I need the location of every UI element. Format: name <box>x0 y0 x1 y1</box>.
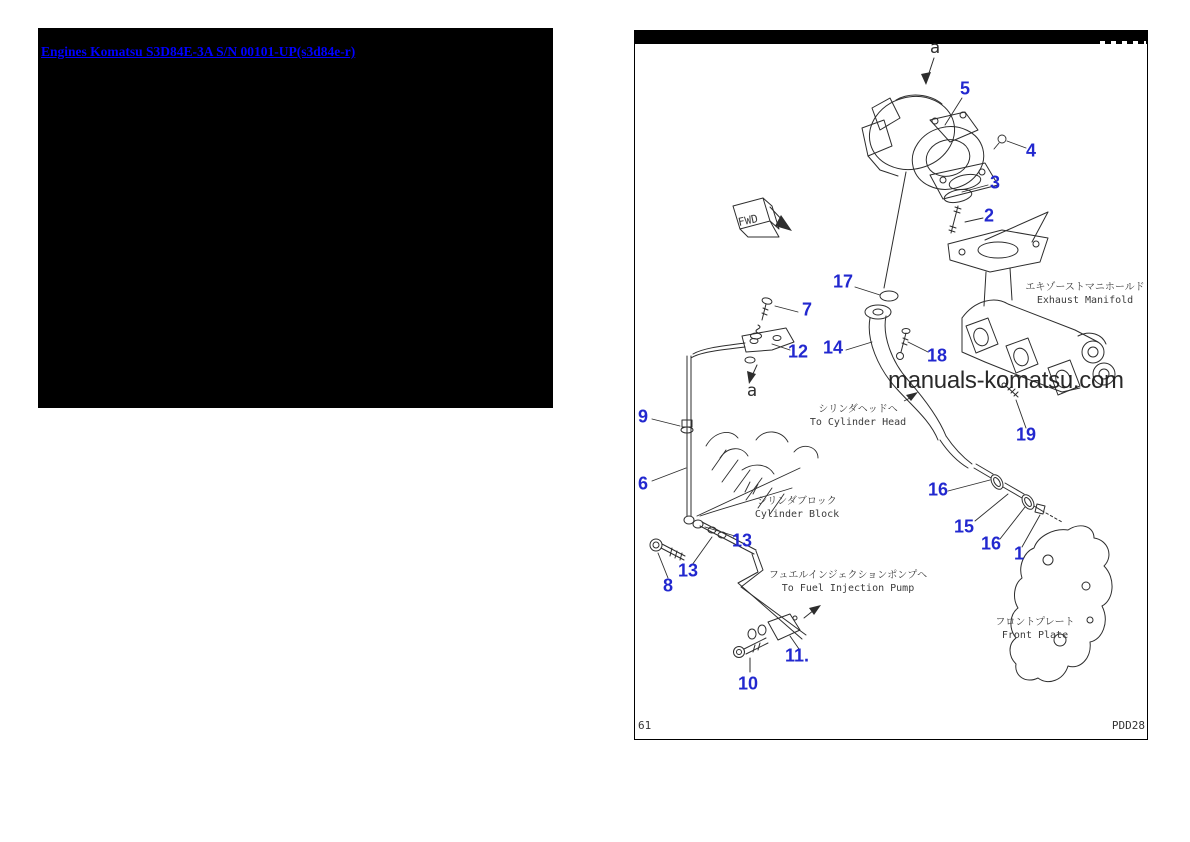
label-to-fuel-injection-pump <box>769 569 927 595</box>
plate-code: PDD28 <box>1111 719 1145 732</box>
view-marker-a-side: a <box>746 381 758 401</box>
callout-5: 5 <box>959 78 971 99</box>
page-number: 61 <box>638 719 652 732</box>
callout-19: 19 <box>1015 424 1037 445</box>
label-to-cylinder-head-en: To Cylinder Head <box>809 417 907 428</box>
callout-13b: 13 <box>677 560 699 581</box>
callout-10: 10 <box>737 673 759 694</box>
callout-3: 3 <box>989 172 1001 193</box>
callout-15: 15 <box>953 516 975 537</box>
callout-4: 4 <box>1025 140 1037 161</box>
callout-12: 12 <box>787 341 809 362</box>
label-to-cylinder-head <box>810 403 906 429</box>
callout-6: 6 <box>637 473 649 494</box>
callout-7: 7 <box>801 299 813 320</box>
to-fuel-pump-arrowhead <box>809 605 821 615</box>
label-cylinder-block-en: Cylinder Block <box>754 509 840 520</box>
callout-9: 9 <box>637 406 649 427</box>
callout-1: 1 <box>1013 543 1025 564</box>
label-front-plate <box>995 616 1074 642</box>
drain-hose-drawing <box>940 436 1062 522</box>
label-exhaust-manifold-jp: エキゾーストマニホールド <box>1025 282 1145 293</box>
callout-16b: 16 <box>980 533 1002 554</box>
view-marker-a-top: a <box>929 38 941 58</box>
to-cylinder-head-arrow-line <box>904 398 910 401</box>
fwd-arrowhead <box>775 215 792 231</box>
link-banner <box>38 28 553 408</box>
bolt-8-drawing <box>650 539 685 560</box>
callout-17: 17 <box>832 271 854 292</box>
bolt-18-drawing <box>897 329 911 360</box>
label-to-fuel-injection-pump-jp: フュエルインジェクションポンプへ <box>768 570 928 581</box>
watermark: manuals-komatsu.com <box>888 367 1124 394</box>
fwd-marker-label: FWD <box>736 212 760 229</box>
engine-catalog-link[interactable]: Engines Komatsu S3D84E-3A S/N 00101-UP(s3d84e-r) <box>41 44 356 59</box>
label-exhaust-manifold-en: Exhaust Manifold <box>1036 295 1134 306</box>
label-to-fuel-injection-pump-en: To Fuel Injection Pump <box>781 583 915 594</box>
callout-14: 14 <box>822 337 844 358</box>
label-to-cylinder-head-jp: シリンダヘッドへ <box>818 404 898 415</box>
label-front-plate-en: Front Plate <box>1001 630 1069 641</box>
stud-drawing <box>949 206 961 233</box>
label-cylinder-block-jp: シリンダブロック <box>757 496 837 507</box>
callout-11: 11. <box>784 645 810 666</box>
callout-8: 8 <box>662 575 674 596</box>
view-a-arrowhead <box>921 72 931 85</box>
label-exhaust-manifold <box>1025 281 1144 307</box>
callout-18: 18 <box>926 345 948 366</box>
label-front-plate-jp: フロントプレート <box>995 617 1075 628</box>
callout-16a: 16 <box>927 479 949 500</box>
turbocharger-drawing <box>861 87 1001 205</box>
callout-2: 2 <box>983 205 995 226</box>
callout-13a: 13 <box>731 530 753 551</box>
label-cylinder-block <box>755 495 839 521</box>
front-plate-drawing <box>1010 526 1112 682</box>
